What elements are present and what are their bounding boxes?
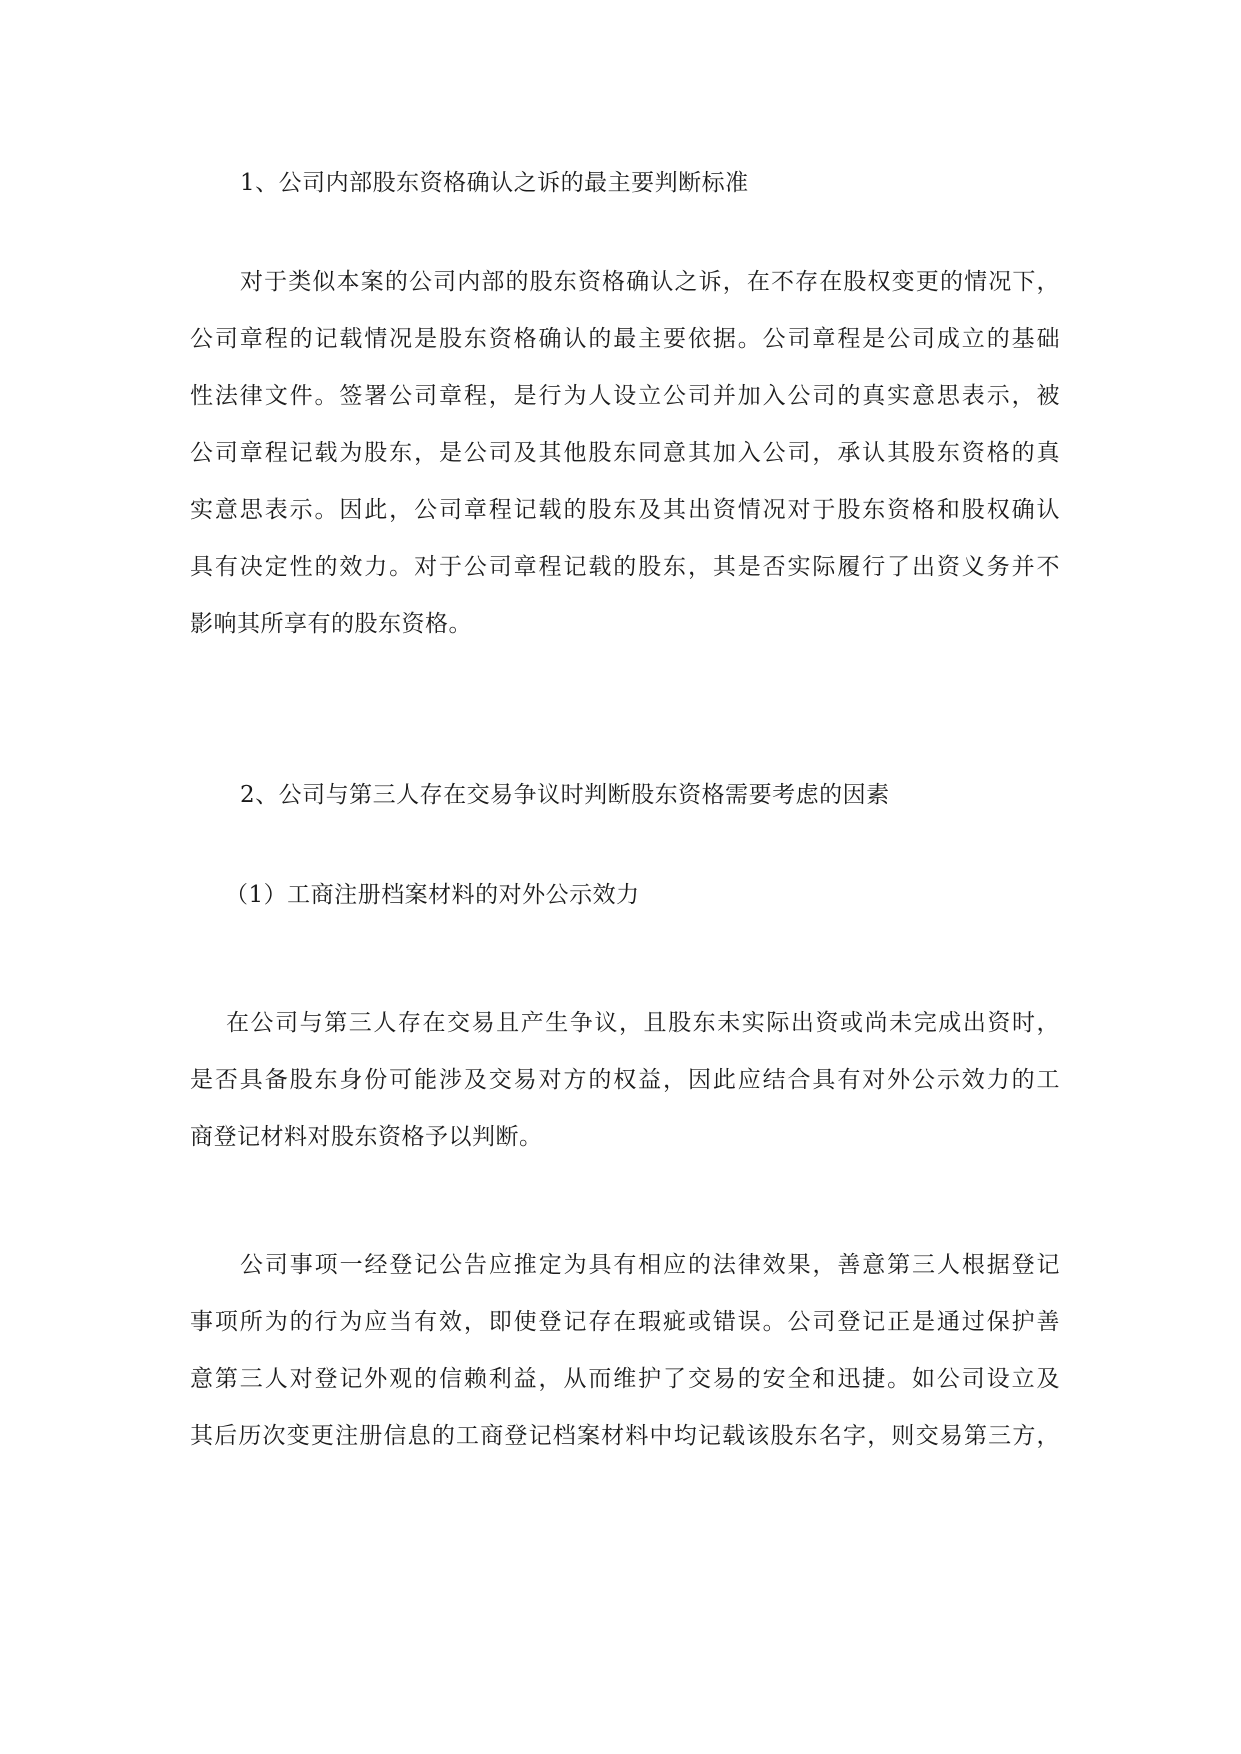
paragraph-1-line-2: 公司章程的记载情况是股东资格确认的最主要依据。公司章程是公司成立的基础 — [190, 326, 1060, 352]
paragraph-1-line-1: 对于类似本案的公司内部的股东资格确认之诉，在不存在股权变更的情况下， — [240, 269, 1060, 295]
paragraph-3-line-1: 公司事项一经登记公告应推定为具有相应的法律效果，善意第三人根据登记 — [240, 1252, 1060, 1278]
paragraph-3-line-2: 事项所为的行为应当有效，即使登记存在瑕疵或错误。公司登记正是通过保护善 — [190, 1309, 1060, 1335]
section-heading-1: 1、公司内部股东资格确认之诉的最主要判断标准 — [240, 170, 749, 196]
paragraph-2-line-2: 是否具备股东身份可能涉及交易对方的权益，因此应结合具有对外公示效力的工 — [190, 1067, 1060, 1093]
paragraph-3-line-3: 意第三人对登记外观的信赖利益，从而维护了交易的安全和迅捷。如公司设立及 — [190, 1366, 1060, 1392]
section-heading-2: 2、公司与第三人存在交易争议时判断股东资格需要考虑的因素 — [240, 782, 890, 808]
paragraph-1-line-7: 影响其所享有的股东资格。 — [190, 611, 472, 637]
paragraph-1-line-3: 性法律文件。签署公司章程，是行为人设立公司并加入公司的真实意思表示，被 — [190, 383, 1060, 409]
paragraph-2-line-1: 在公司与第三人存在交易且产生争议，且股东未实际出资或尚未完成出资时， — [226, 1010, 1060, 1036]
paragraph-1-line-5: 实意思表示。因此，公司章程记载的股东及其出资情况对于股东资格和股权确认 — [190, 497, 1060, 523]
paragraph-2-line-3: 商登记材料对股东资格予以判断。 — [190, 1124, 543, 1150]
paragraph-1-line-6: 具有决定性的效力。对于公司章程记载的股东，其是否实际履行了出资义务并不 — [190, 554, 1060, 580]
paragraph-1-line-4: 公司章程记载为股东，是公司及其他股东同意其加入公司，承认其股东资格的真 — [190, 440, 1060, 466]
paragraph-3-line-4: 其后历次变更注册信息的工商登记档案材料中均记载该股东名字，则交易第三方， — [190, 1423, 1060, 1449]
subsection-heading-1: （1）工商注册档案材料的对外公示效力 — [225, 882, 640, 908]
